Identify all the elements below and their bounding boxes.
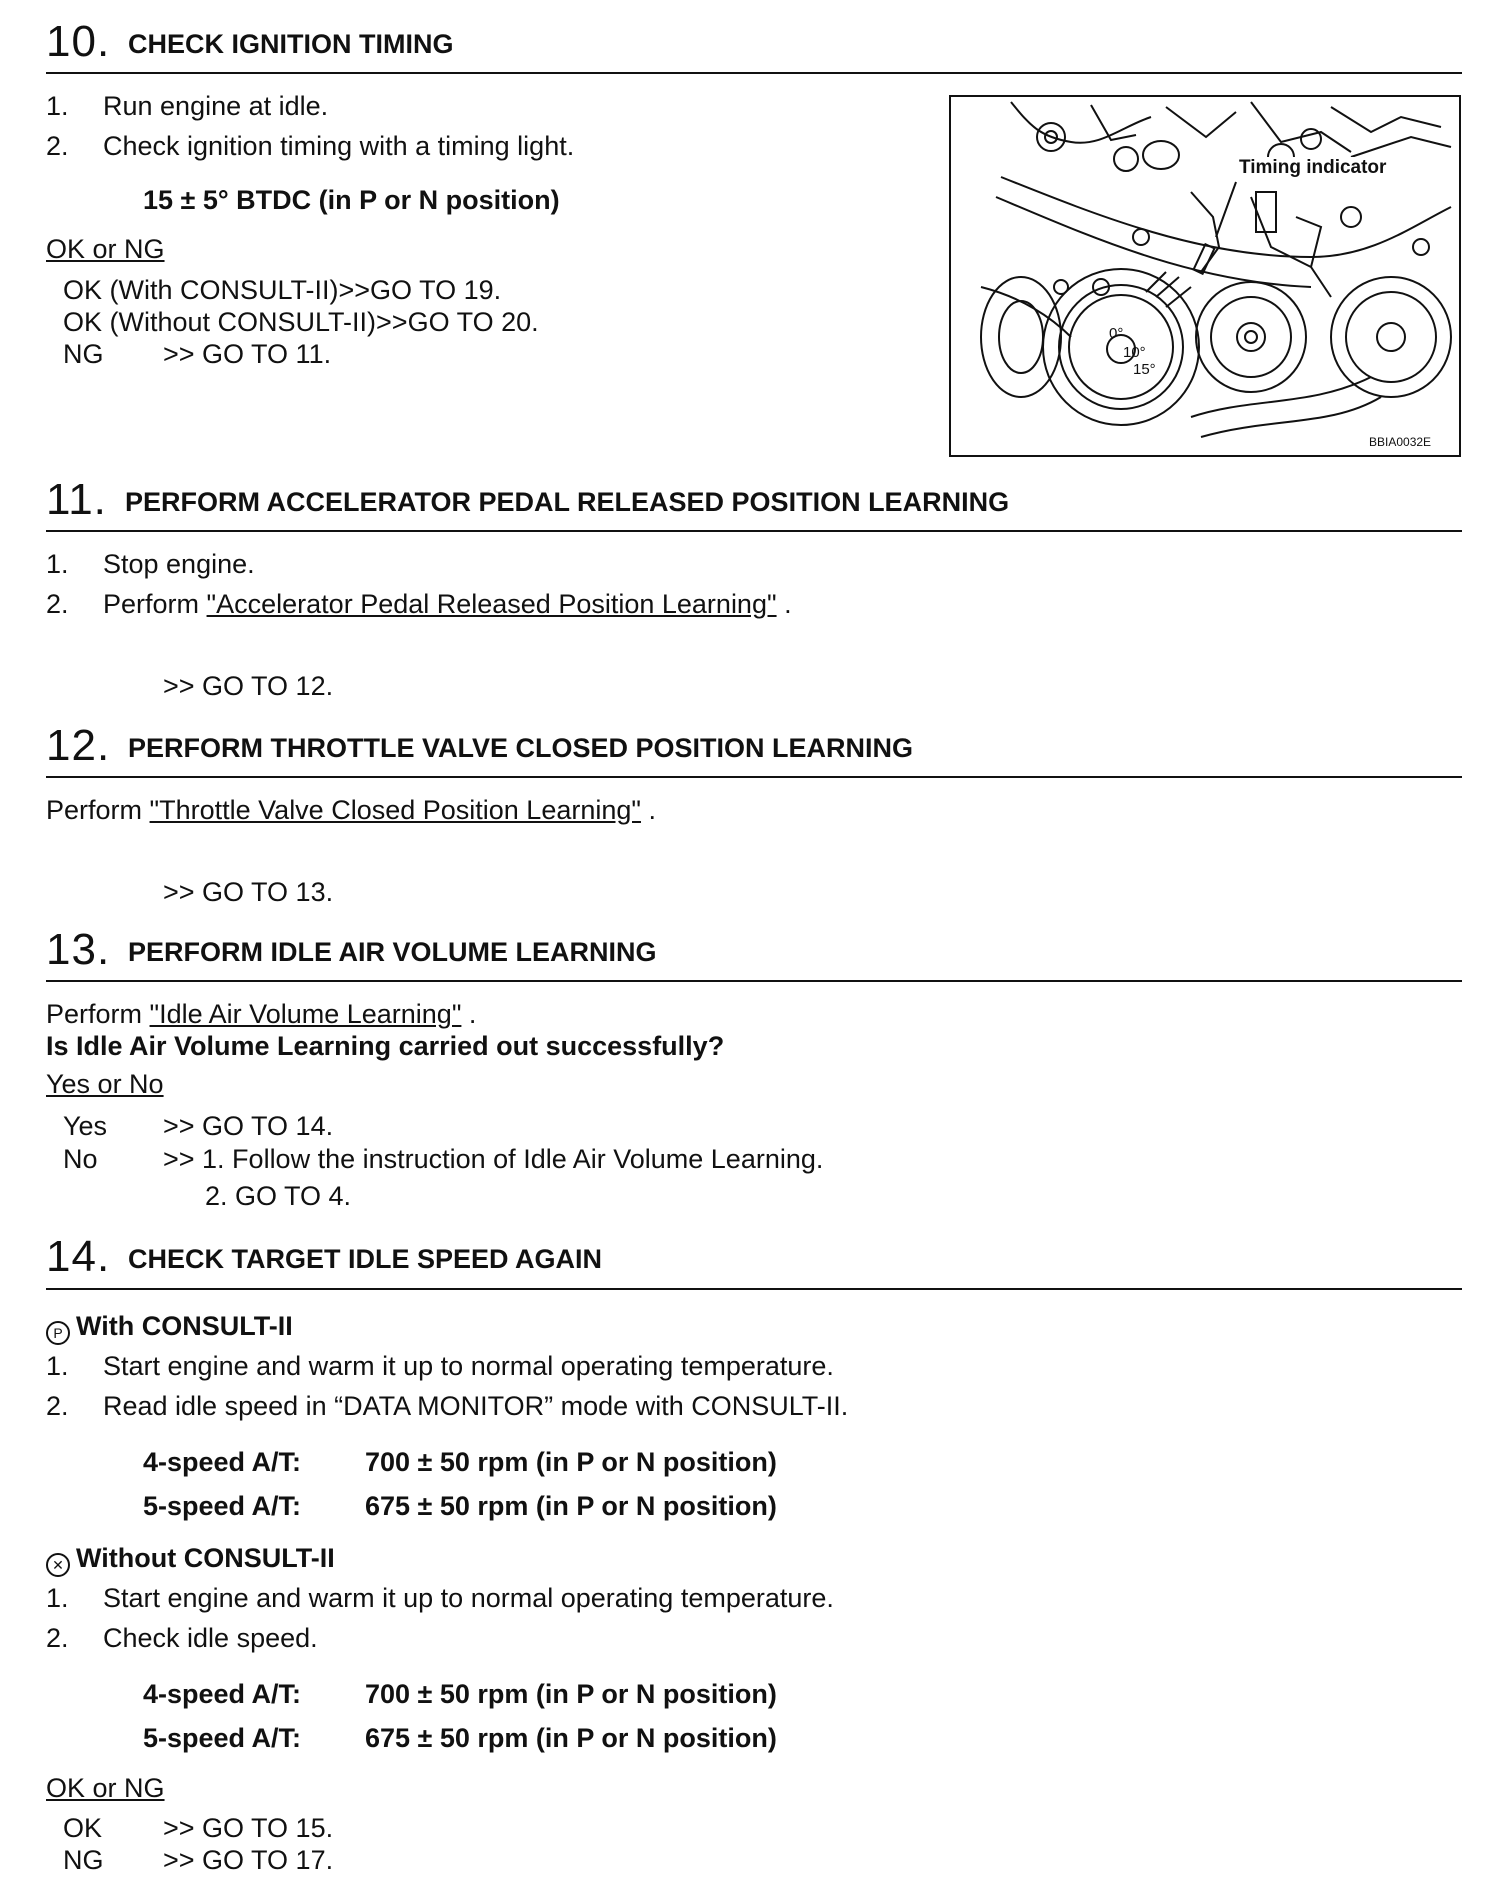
- s14-with-spec-5-label: 5-speed A/T:: [143, 1491, 302, 1521]
- section-13-number: 13.: [46, 925, 111, 974]
- figure-callout-timing-indicator: Timing indicator: [1239, 157, 1387, 178]
- section-10-title: CHECK IGNITION TIMING: [128, 29, 454, 59]
- s11-step2-prefix: Perform: [103, 589, 200, 619]
- without-consult-icon: ✕: [46, 1553, 70, 1577]
- s14-without-step2-number: 2.: [46, 1623, 69, 1653]
- s14-without-step1-text: Start engine and warm it up to normal operating temperature.: [103, 1583, 834, 1613]
- s14-with-step2-text: Read idle speed in “DATA MONITOR” mode with CONSULT-II.: [103, 1391, 849, 1421]
- idle-air-volume-learning-link[interactable]: "Idle Air Volume Learning": [149, 999, 462, 1029]
- accelerator-pedal-learning-link[interactable]: "Accelerator Pedal Released Position Learning": [206, 589, 777, 619]
- s10-timing-spec: 15 ± 5° BTDC (in P or N position): [143, 185, 560, 215]
- s10-step1-text: Run engine at idle.: [103, 91, 329, 121]
- s11-goto: >> GO TO 12.: [163, 671, 334, 701]
- figure-mark-0: 0°: [1109, 325, 1124, 342]
- s10-step1-number: 1.: [46, 91, 69, 121]
- s14-without-step1-number: 1.: [46, 1583, 69, 1613]
- s10-ok-without-consult: OK (Without CONSULT-II)>>GO TO 20.: [63, 307, 539, 337]
- s12-line: [46, 794, 656, 826]
- s13-no-step1: >> 1. Follow the instruction of Idle Air Volume Learning.: [163, 1144, 824, 1174]
- figure-mark-10: 10°: [1123, 344, 1146, 361]
- s11-step2-number: 2.: [46, 589, 69, 619]
- s14-ng-goto: >> GO TO 17.: [163, 1845, 334, 1875]
- engine-pulley-illustration: [951, 97, 1459, 455]
- s14-with-consult-heading: [46, 1310, 293, 1345]
- s14-with-label: With CONSULT-II: [76, 1311, 293, 1341]
- s10-ok-or-ng-heading: OK or NG: [46, 234, 165, 264]
- s10-ng-goto: >> GO TO 11.: [163, 339, 332, 369]
- s13-line-suffix: .: [468, 999, 477, 1029]
- section-14-rule: [46, 1288, 1462, 1290]
- throttle-valve-learning-link[interactable]: "Throttle Valve Closed Position Learning": [149, 795, 641, 825]
- s10-ng-key: NG: [63, 339, 104, 369]
- section-14-title: CHECK TARGET IDLE SPEED AGAIN: [128, 1244, 603, 1274]
- with-consult-icon: P: [46, 1321, 70, 1345]
- s14-with-spec-4-value: 700 ± 50 rpm (in P or N position): [365, 1447, 777, 1477]
- s10-step2-number: 2.: [46, 131, 69, 161]
- section-12-title: PERFORM THROTTLE VALVE CLOSED POSITION LEARNING: [128, 733, 914, 763]
- s14-with-spec-4-label: 4-speed A/T:: [143, 1447, 302, 1477]
- section-12-number: 12.: [46, 721, 111, 770]
- s14-ng-key: NG: [63, 1845, 104, 1875]
- s14-without-spec-5-label: 5-speed A/T:: [143, 1723, 302, 1753]
- s14-with-step1-text: Start engine and warm it up to normal operating temperature.: [103, 1351, 834, 1381]
- s14-with-spec-5-value: 675 ± 50 rpm (in P or N position): [365, 1491, 777, 1521]
- s12-line-suffix: .: [648, 795, 657, 825]
- s14-ok-key: OK: [63, 1813, 103, 1843]
- s14-ok-or-ng-heading: OK or NG: [46, 1773, 165, 1803]
- s11-step1-text: Stop engine.: [103, 549, 255, 579]
- section-10-rule: [46, 72, 1462, 74]
- s12-line-prefix: Perform: [46, 795, 143, 825]
- section-12-rule: [46, 776, 1462, 778]
- s12-goto: >> GO TO 13.: [163, 877, 334, 907]
- ignition-timing-figure: [949, 95, 1461, 457]
- s14-without-step2-text: Check idle speed.: [103, 1623, 318, 1653]
- s14-without-spec-4-value: 700 ± 50 rpm (in P or N position): [365, 1679, 777, 1709]
- section-13-rule: [46, 980, 1462, 982]
- s10-ok-with-consult: OK (With CONSULT-II)>>GO TO 19.: [63, 275, 502, 305]
- section-11-number: 11.: [46, 475, 107, 524]
- section-10-number: 10.: [46, 17, 111, 66]
- s11-step2-suffix: .: [784, 589, 792, 619]
- s13-line: [46, 998, 476, 1030]
- s13-line-prefix: Perform: [46, 999, 143, 1029]
- s14-with-step1-number: 1.: [46, 1351, 69, 1381]
- s13-no-key: No: [63, 1144, 98, 1174]
- s13-yes-goto: >> GO TO 14.: [163, 1111, 334, 1141]
- s10-step2-text: Check ignition timing with a timing light.: [103, 131, 575, 161]
- s13-question: Is Idle Air Volume Learning carried out successfully?: [46, 1031, 725, 1061]
- s14-with-step2-number: 2.: [46, 1391, 69, 1421]
- figure-code: BBIA0032E: [1369, 435, 1432, 449]
- s14-ok-goto: >> GO TO 15.: [163, 1813, 334, 1843]
- figure-mark-15: 15°: [1133, 361, 1156, 378]
- s11-step2-line: [103, 588, 792, 620]
- s13-yes-or-no-heading: Yes or No: [46, 1069, 164, 1099]
- s11-step1-number: 1.: [46, 549, 69, 579]
- section-13-title: PERFORM IDLE AIR VOLUME LEARNING: [128, 937, 657, 967]
- s14-without-spec-4-label: 4-speed A/T:: [143, 1679, 302, 1709]
- s14-without-spec-5-value: 675 ± 50 rpm (in P or N position): [365, 1723, 777, 1753]
- s13-yes-key: Yes: [63, 1111, 108, 1141]
- section-14-number: 14.: [46, 1232, 111, 1281]
- section-11-title: PERFORM ACCELERATOR PEDAL RELEASED POSITION LEARNING: [125, 487, 1010, 517]
- s13-no-step2: 2. GO TO 4.: [205, 1181, 352, 1211]
- s14-without-label: Without CONSULT-II: [76, 1543, 335, 1573]
- s14-without-consult-heading: [46, 1542, 335, 1577]
- section-11-rule: [46, 530, 1462, 532]
